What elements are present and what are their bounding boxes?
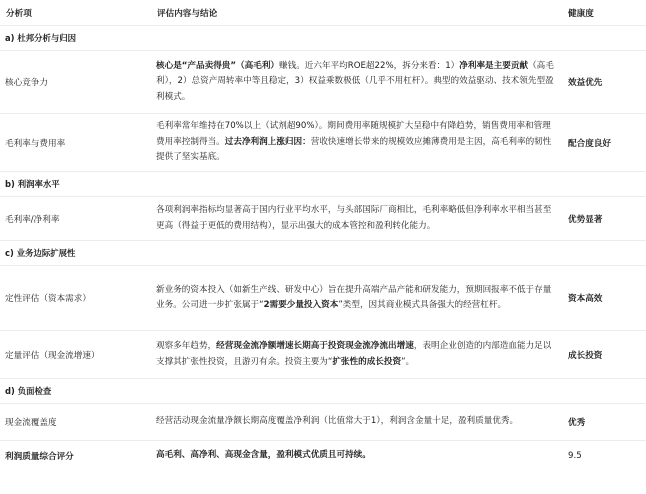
- header-analysis-item: 分析项: [0, 0, 151, 26]
- header-health: 健康度: [564, 0, 646, 26]
- row-item: 毛利率/净利率: [0, 197, 151, 241]
- row-item: 毛利率与费用率: [0, 114, 151, 172]
- row-rating: 效益优先: [564, 51, 646, 114]
- table-header-row: [0, 0, 646, 26]
- row-content: 核心是“产品卖得贵”（高毛利）赚钱。近六年平均ROE超22%，拆分来看：1）净利率是主要贡献（高毛利），2）总资产周转率中等且稳定，3）权益乘数极低（几乎不用杠杆）。典型的效益驱动、技术领先型盈利模式。: [151, 51, 564, 114]
- section-title-negative: d) 负面检查: [0, 379, 646, 404]
- table-row: [0, 197, 646, 241]
- section-row: [0, 26, 646, 51]
- section-row: [0, 379, 646, 404]
- row-rating: 9.5: [568, 451, 582, 461]
- row-item: 定量评估（现金流增速）: [0, 331, 151, 379]
- table-row: [0, 51, 646, 114]
- row-item: 利润质量综合评分: [5, 452, 74, 462]
- section-row: [0, 241, 646, 266]
- row-content: 经营活动现金流量净额长期高度覆盖净利润（比值常大于1），利润含金量十足，盈利质量优秀。: [151, 404, 564, 441]
- row-content: 毛利率常年维持在70%以上（试剂超90%）。期间费用率随规模扩大呈稳中有降趋势，销售费用率和管理费用率控制得当。过去净利润上涨归因：营收快速增长带来的规模效应摊薄费用是主因，高毛利率的韧性提供了坚实基底。: [151, 114, 564, 172]
- section-title-margin: b) 利润率水平: [0, 172, 646, 197]
- table-row: [0, 441, 646, 472]
- row-content: 各项利润率指标均显著高于国内行业平均水平，与头部国际厂商相比，毛利率略低但净利率水平相当甚至更高（得益于更低的费用结构），显示出强大的成本管控和盈利转化能力。: [151, 197, 564, 241]
- row-item: 定性评估（资本需求）: [0, 266, 151, 331]
- row-content: 观察多年趋势，经营现金流净额增速长期高于投资现金流净流出增速，表明企业创造的内部造血能力足以支撑其扩张性投资，且游刃有余。投资主要为“扩张性的成长投资”。: [151, 331, 564, 379]
- section-row: [0, 172, 646, 197]
- row-content: 高毛利、高净利、高现金含量，盈利模式优质且可持续。: [156, 450, 371, 461]
- table-row: [0, 266, 646, 331]
- table-row: [0, 114, 646, 172]
- row-item: 核心竞争力: [0, 51, 151, 114]
- row-item: 现金流覆盖度: [0, 404, 151, 441]
- section-title-scalability: c) 业务边际扩展性: [0, 241, 646, 266]
- row-rating: 成长投资: [564, 331, 646, 379]
- row-rating: 资本高效: [564, 266, 646, 331]
- row-rating: 配合度良好: [564, 114, 646, 172]
- table-row: [0, 331, 646, 379]
- header-content: 评估内容与结论: [151, 0, 564, 26]
- section-title-dupont: a) 杜邦分析与归因: [0, 26, 646, 51]
- row-rating: 优秀: [564, 404, 646, 441]
- row-rating: 优势显著: [564, 197, 646, 241]
- table-row: [0, 404, 646, 441]
- row-content: 新业务的资本投入（如新生产线、研发中心）旨在提升高端产品产能和研发能力，预期回报率不低于存量业务。公司进一步扩张属于“2需要少量投入资本”类型，因其商业模式具备强大的经营杠杆。: [151, 266, 564, 331]
